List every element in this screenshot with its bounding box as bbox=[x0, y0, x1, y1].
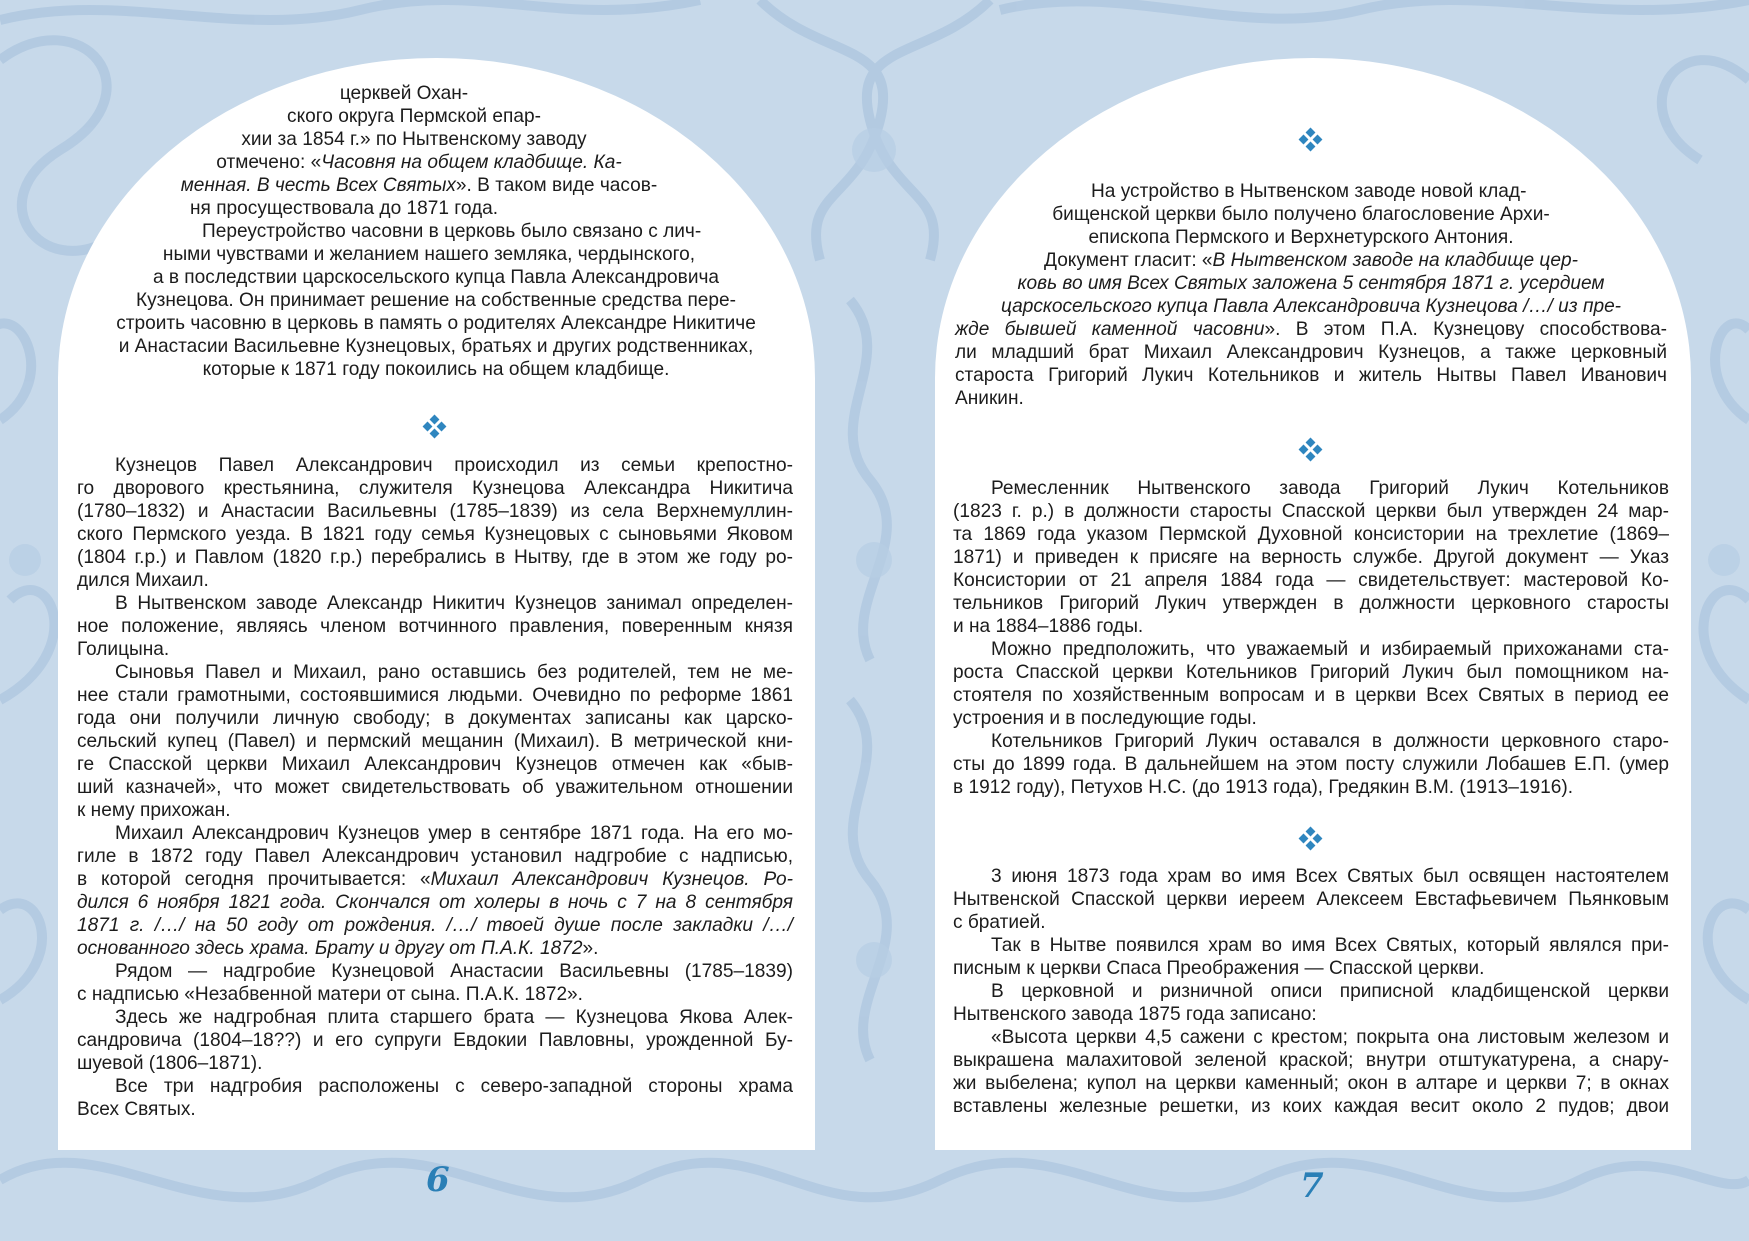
diamond-separator-icon bbox=[1300, 828, 1322, 850]
text-line: ковь во имя Всех Святых заложена 5 сентября 1871 г. усердием bbox=[1017, 273, 1605, 294]
text-line: го дворового крестьянина, служителя Кузнецова Александра Никитича bbox=[77, 478, 793, 499]
text-line: с надписью «Незабвенной матери от сына. П.А.К. 1872». bbox=[77, 984, 583, 1005]
text-line: Голицына. bbox=[77, 639, 170, 660]
text-line: царскосельского купца Павла Александровича Кузнецова /…/ из пре- bbox=[1000, 296, 1622, 317]
text-line: Здесь же надгробная плита старшего брата — Кузнецова Якова Алек- bbox=[115, 1007, 793, 1028]
text-line: Ремесленник Нытвенского завода Григорий Лукич Котельников bbox=[991, 478, 1669, 499]
text-line: ня просуществовала до 1871 года. bbox=[190, 198, 499, 219]
text-line: Рядом — надгробие Кузнецовой Анастасии Васильевны (1785–1839) bbox=[115, 961, 793, 982]
text-line: Михаил Александрович Кузнецов умер в сентябре 1871 года. На его мо- bbox=[115, 823, 793, 844]
left-intro-text bbox=[86, 82, 786, 381]
text-line: Нытвенского завода 1875 года записано: bbox=[953, 1004, 1317, 1025]
text-line: строить часовню в церковь в память о родителях Александре Никитиче bbox=[116, 313, 756, 334]
text-line: сельский купец (Павел) и пермский мещанин (Михаил). В метрической кни- bbox=[77, 731, 793, 752]
text-line: ший казначей», что может свидетельствовать об уважительном отношении bbox=[77, 777, 793, 798]
text-line: Все три надгробия расположены с северо-западной стороны храма bbox=[115, 1076, 793, 1097]
text-line: жи выбелена; купол на церкви каменный; окон в алтаре и церкви 7; в окнах bbox=[953, 1073, 1669, 1094]
text-line: и на 1884–1886 годы. bbox=[953, 616, 1144, 637]
text-line: церквей Охан- bbox=[339, 83, 469, 104]
left-body-text bbox=[77, 454, 793, 1121]
text-line: Сыновья Павел и Михаил, рано оставшись без родителей, тем не ме- bbox=[115, 662, 793, 683]
page-number-right: 7 bbox=[1300, 1166, 1324, 1206]
text-line: ге Спасской церкви Михаил Александрович Кузнецов отмечен как «быв- bbox=[77, 754, 793, 775]
text-line: стоятеля по хозяйственным вопросам и в церкви Всех Святых в период ее bbox=[953, 685, 1669, 706]
text-line: а в последствии царскосельского купца Павла Александровича bbox=[152, 267, 720, 288]
text-line: писным к церкви Спаса Преображения — Спасской церкви. bbox=[953, 958, 1485, 979]
text-line: Всех Святых. bbox=[77, 1099, 196, 1120]
text-line: староста Григорий Лукич Котельников и житель Нытвы Павел Иванович bbox=[955, 365, 1667, 386]
text-line: ное положение, являясь членом вотчинного правления, поверенным князя bbox=[77, 616, 793, 637]
text-line: Документ гласит: «В Нытвенском заводе на кладбище цер- bbox=[1044, 250, 1578, 271]
right-block3-text bbox=[953, 865, 1669, 1118]
text-line: шуевой (1806–1871). bbox=[77, 1053, 263, 1074]
text-line: Так в Нытве появился храм во имя Всех Святых, который являлся при- bbox=[991, 935, 1669, 956]
text-line: ского Пермского уезда. В 1821 году семья Кузнецовых с сыновьями Яковом bbox=[77, 524, 793, 545]
page-number-left: 6 bbox=[426, 1160, 450, 1200]
text-line: «Высота церкви 4,5 сажени с крестом; покрыта она листовым железом и bbox=[991, 1027, 1669, 1048]
text-line: основанного здесь храма. Брату и другу от П.А.К. 1872». bbox=[77, 938, 599, 959]
text-line: ского округа Пермской епар- bbox=[287, 106, 541, 127]
text-line: сандровича (1804–18??) и его супруги Евдокии Павловны, урожденной Бу- bbox=[77, 1030, 793, 1051]
text-line: та 1869 года указом Пермской Духовной консистории на трехлетие (1869– bbox=[953, 524, 1669, 545]
text-line: роста Спасской церкви Котельников Григорий Лукич был помощником на- bbox=[953, 662, 1669, 683]
text-line: В Нытвенском заводе Александр Никитич Кузнецов занимал определен- bbox=[115, 593, 793, 614]
diamond-separator-icon bbox=[1300, 129, 1322, 151]
text-line: ными чувствами и желанием нашего земляка, чердынского, bbox=[162, 244, 696, 265]
text-line: 1871 г. /…/ на 50 году от рождения. /…/ твоей душе после закладки /…/ bbox=[77, 915, 793, 936]
text-line: (1804 г.р.) и Павлом (1820 г.р.) перебрались в Нытву, где в этом же году ро- bbox=[77, 547, 793, 568]
text-line: ли младший брат Михаил Александрович Кузнецов, а также церковный bbox=[955, 342, 1667, 363]
text-line: Аникин. bbox=[955, 388, 1024, 409]
text-line: На устройство в Нытвенском заводе новой клад- bbox=[1091, 181, 1527, 202]
text-line: 3 июня 1873 года храм во имя Всех Святых был освящен настоятелем bbox=[991, 866, 1669, 887]
text-line: с братией. bbox=[953, 912, 1046, 933]
text-line: Переустройство часовни в церковь было связано с лич- bbox=[202, 221, 702, 242]
diamond-separator-icon bbox=[1300, 439, 1322, 461]
text-line: нее стали грамотными, состоявшимися людьми. Очевидно по реформе 1861 bbox=[77, 685, 793, 706]
text-line: (1823 г. р.) в должности старосты Спасской церкви был утвержден 24 мар- bbox=[953, 501, 1669, 522]
text-line: устроения и в последующие годы. bbox=[953, 708, 1257, 729]
text-line: бищенской церкви было получено благословение Архи- bbox=[1052, 204, 1550, 225]
text-line: и Анастасии Васильевне Кузнецовых, братьях и других родственниках, bbox=[118, 336, 754, 357]
text-line: 1871) и приведен к присяге на верность службе. Другой документ — Указ bbox=[953, 547, 1669, 568]
text-line: гиле в 1872 году Павел Александрович установил надгробие с надписью, bbox=[77, 846, 793, 867]
text-line: отмечено: «Часовня на общем кладбище. Ка- bbox=[216, 152, 622, 173]
text-line: тельников Григорий Лукич утвержден в должности церковного старосты bbox=[953, 593, 1669, 614]
text-line: в 1912 году), Петухов Н.С. (до 1913 года), Гредякин В.М. (1913–1916). bbox=[953, 777, 1573, 798]
text-line: дился 6 ноября 1821 года. Скончался от холеры в ночь с 7 на 8 сентября bbox=[77, 892, 793, 913]
text-line: к нему прихожан. bbox=[77, 800, 231, 821]
diamond-separator-icon bbox=[424, 416, 446, 438]
text-line: (1780–1832) и Анастасии Васильевны (1785–1839) из села Верхнемуллин- bbox=[77, 501, 793, 522]
right-block1-text bbox=[955, 180, 1667, 410]
text-line: Кузнецов Павел Александрович происходил из семьи крепостно- bbox=[115, 455, 793, 476]
text-line: хии за 1854 г.» по Нытвенскому заводу bbox=[241, 129, 587, 150]
text-line: епископа Пермского и Верхнетурского Антония. bbox=[1088, 227, 1514, 248]
text-line: жде бывшей каменной часовни». В этом П.А. Кузнецову способствова- bbox=[955, 319, 1667, 340]
text-line: В церковной и ризничной описи приписной кладбищенской церкви bbox=[991, 981, 1669, 1002]
text-line: дился Михаил. bbox=[77, 570, 209, 591]
text-line: Консистории от 21 апреля 1884 года — свидетельствует: мастеровой Ко- bbox=[953, 570, 1669, 591]
text-line: выкрашена малахитовой зеленой краской; внутри отштукатурена, а снару- bbox=[953, 1050, 1669, 1071]
right-block2-text bbox=[953, 477, 1669, 799]
text-line: менная. В честь Всех Святых». В таком виде часов- bbox=[180, 175, 658, 196]
text-fragment: отмечено: « bbox=[216, 152, 322, 173]
text-line: сты до 1899 года. В дальнейшем на этом посту служили Лобашев Е.П. (умер bbox=[953, 754, 1669, 775]
text-line: Нытвенской Спасской церкви иереем Алексеем Евстафьевичем Пьянковым bbox=[953, 889, 1669, 910]
text-line: Можно предположить, что уважаемый и избираемый прихожанами ста- bbox=[991, 639, 1669, 660]
text-line: которые к 1871 году покоились на общем кладбище. bbox=[202, 359, 670, 380]
text-line: Кузнецова. Он принимает решение на собственные средства пере- bbox=[135, 290, 737, 311]
text-line: года они получили личную свободу; в документах записаны как царско- bbox=[77, 708, 793, 729]
text-line: в которой сегодня прочитывается: «Михаил Александрович Кузнецов. Ро- bbox=[77, 869, 793, 890]
text-line: Котельников Григорий Лукич оставался в должности церковного старо- bbox=[991, 731, 1669, 752]
text-line: вставлены железные решетки, из коих каждая весит около 2 пудов; двои bbox=[953, 1096, 1669, 1117]
